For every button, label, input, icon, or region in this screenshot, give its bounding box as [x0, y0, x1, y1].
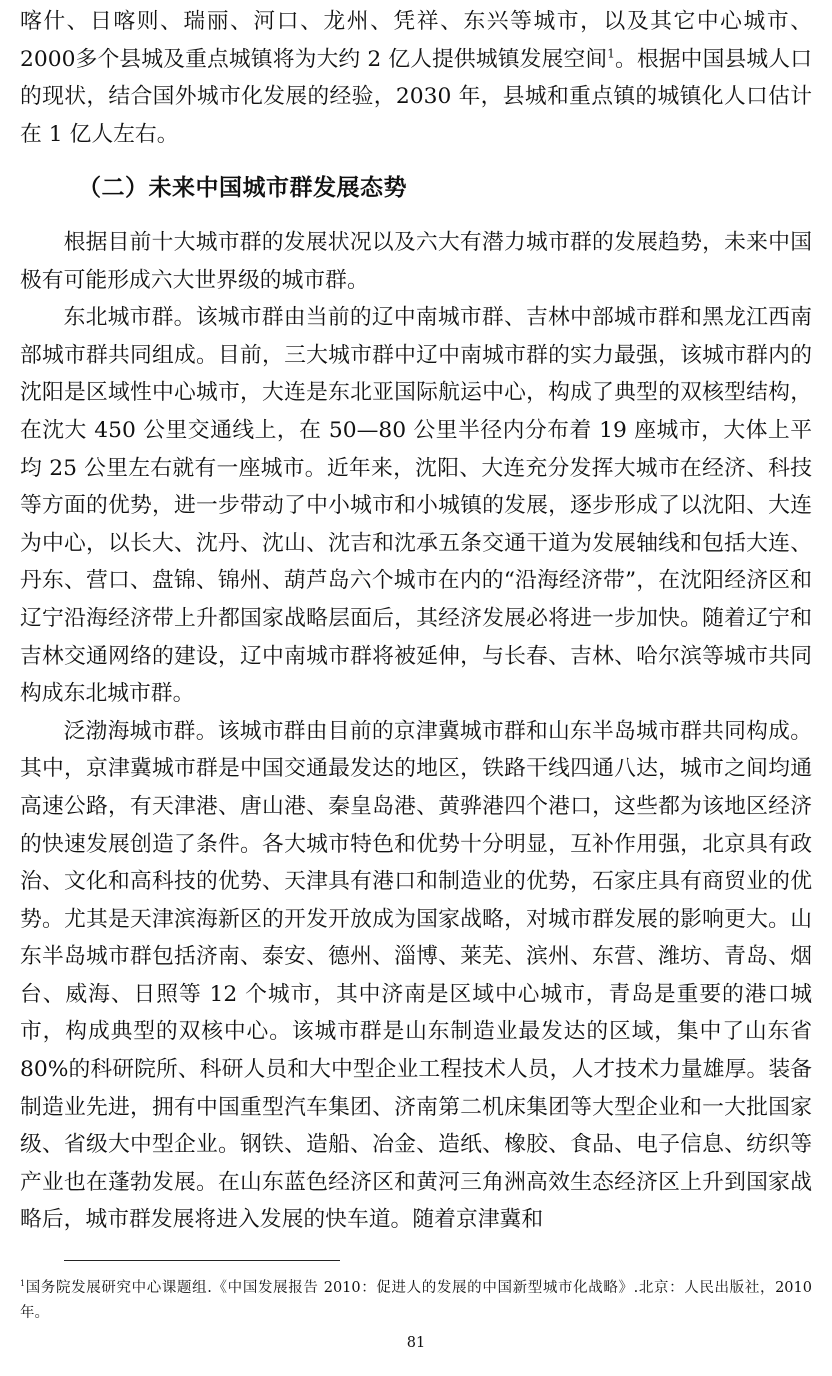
section-heading: （二）未来中国城市群发展态势: [78, 175, 407, 201]
paragraph-overview: 根据目前十大城市群的发展状况以及六大有潜力城市群的发展趋势，未来中国极有可能形成六大世界级的城市群。: [20, 230, 812, 293]
intro-paragraph: [20, 3, 812, 153]
intro-paragraph-continuation: 。根据中国县城人口的现状，结合国外城市化发展的经验，2030 年，县城和重点镇的城镇化人口估计在 1 亿人左右。: [20, 46, 812, 147]
intro-paragraph-text: 喀什、日喀则、瑞丽、河口、龙州、凭祥、东兴等城市，以及其它中心城市、2000多个县城及重点城镇将为大约 2 亿人提供城镇发展空间: [20, 9, 812, 72]
page-number: 81: [406, 1335, 426, 1351]
paragraph-bohai-cluster: 泛渤海城市群。该城市群由目前的京津冀城市群和山东半岛城市群共同构成。其中，京津冀城市群是中国交通最发达的地区，铁路干线四通八达，城市之间均通高速公路，有天津港、唐山港、秦皇岛港、黄骅港四个港口，这些都为该地区经济的快速发展创造了条件。各大城市特色和优势十分明显，互补作用强，北京具有政治、文化和高科技的优势、天津具有港口和制造业的优势，石家庄具有商贸业的优势。尤其是天津滨海新区的开发开放成为国家战略，对城市群发展的影响更大。山东半岛城市群包括济南、泰安、德州、淄博、莱芜、滨州、东营、潍坊、青岛、烟台、威海、日照等 12 个城市，其中济南是区域中心城市，青岛是重要的港口城市，构成典型的双核中心。该城市群是山东制造业最发达的区域，集中了山东省 80%的科研院所、科研人员和大中型企业工程技术人员，人才技术力量雄厚。装备制造业先进，拥有中国重型汽车集团、济南第二机床集团等大型企业和一大批国家级、省级大中型企业。钢铁、造船、冶金、造纸、橡胶、食品、电子信息、纺织等产业也在蓬勃发展。在山东蓝色经济区和黄河三角洲高效生态经济区上升到国家战略后，城市群发展将进入发展的快车道。随着京津冀和: [20, 718, 812, 1233]
body-paragraphs: [20, 224, 812, 1239]
footnote-text: 国务院发展研究中心课题组.《中国发展报告 2010：促进人的发展的中国新型城市化战略》.北京：人民出版社，2010 年。: [20, 1280, 812, 1321]
footnote: [20, 1276, 812, 1326]
footnote-separator: [64, 1260, 340, 1261]
footnote-marker: 1: [20, 1279, 26, 1289]
footnote-reference: 1: [607, 46, 615, 61]
paragraph-northeast-cluster: 东北城市群。该城市群由当前的辽中南城市群、吉林中部城市群和黑龙江西南部城市群共同组成。目前，三大城市群中辽中南城市群的实力最强，该城市群内的沈阳是区域性中心城市，大连是东北亚国际航运中心，构成了典型的双核型结构，在沈大 450 公里交通线上，在 50—80 公里半径内分布着 19 座城市，大体上平均 25 公里左右就有一座城市。近年来，沈阳、大连充分发挥大城市在经济、科技等方面的优势，进一步带动了中小城市和小城镇的发展，逐步形成了以沈阳、大连为中心，以长大、沈丹、沈山、沈吉和沈承五条交通干道为发展轴线和包括大连、丹东、营口、盘锦、锦州、葫芦岛六个城市在内的“沿海经济带”，在沈阳经济区和辽宁沿海经济带上升都国家战略层面后，其经济发展必将进一步加快。随着辽宁和吉林交通网络的建设，辽中南城市群将被延伸，与长春、吉林、哈尔滨等城市共同构成东北城市群。: [20, 305, 812, 707]
